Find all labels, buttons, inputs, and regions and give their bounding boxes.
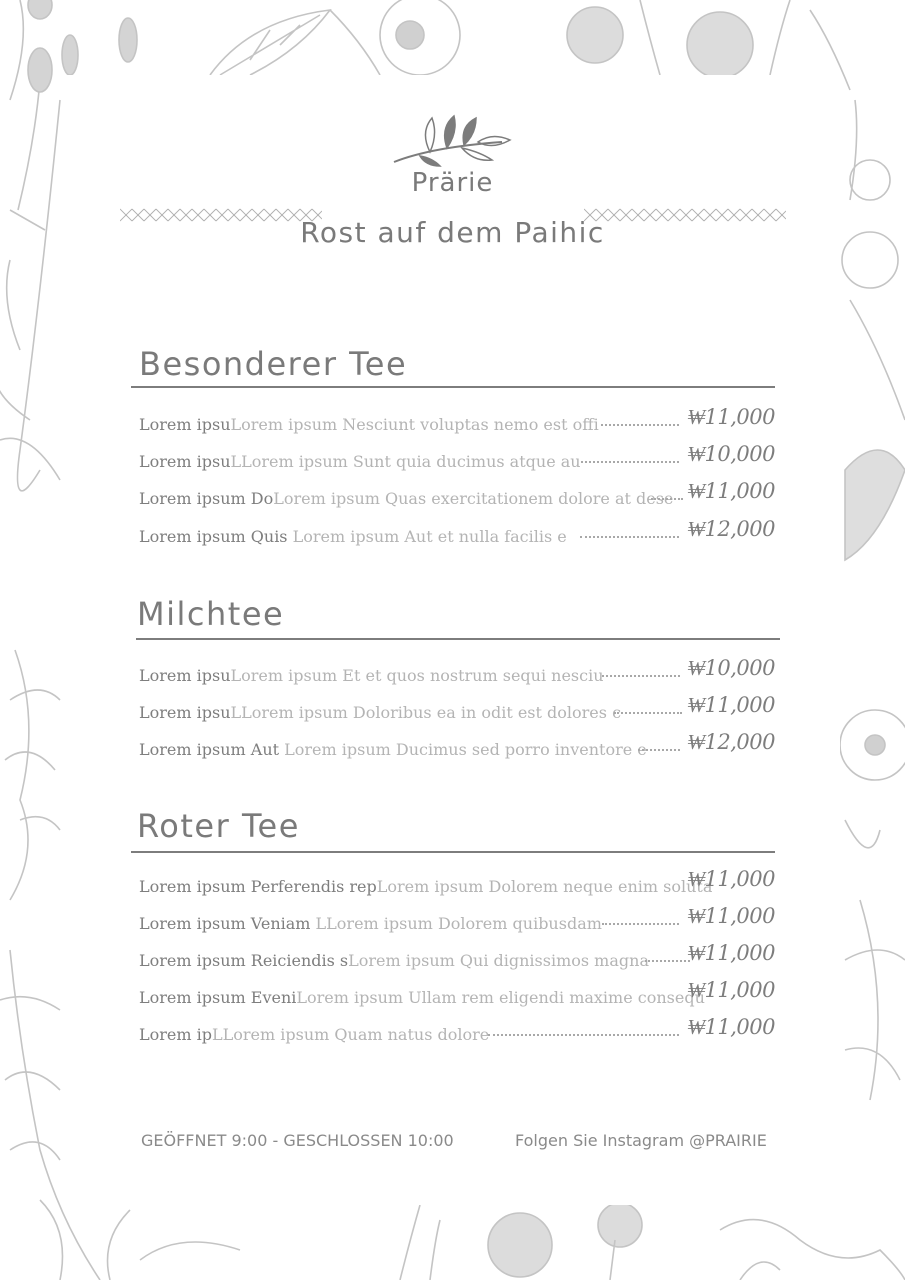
menu-item (139, 978, 779, 1014)
dot-leader (645, 960, 690, 962)
section-title-besonderer-tee: Besonderer Tee (139, 345, 408, 383)
item-name: Lorem ipsum Aut (139, 740, 285, 759)
section-title-milchtee: Milchtee (137, 595, 285, 633)
item-name: Lorem ipsum Perferendis rep (139, 877, 377, 896)
brand-name: Prärie (411, 168, 494, 198)
item-description: Lorem ipsum Nesciunt voluptas nemo est offi (230, 415, 599, 434)
item-price: ₩11,000 (687, 405, 775, 429)
menu-item (139, 405, 779, 441)
dot-leader (602, 923, 679, 925)
opening-hours: GEÖFFNET 9:00 - GESCHLOSSEN 10:00 (141, 1131, 454, 1150)
menu-item (139, 730, 779, 766)
item-price: ₩11,000 (687, 479, 775, 503)
item-description: Lorem ipsum Qui dignissimos magna (348, 951, 649, 970)
item-description: Lorem ipsum Quas exercitationem dolore at dese (273, 489, 674, 508)
section-divider (136, 638, 780, 640)
item-price: ₩11,000 (687, 693, 775, 717)
dot-leader (651, 498, 683, 500)
item-name: Lorem ipsu (139, 703, 231, 722)
item-name: Lorem ipsu (139, 452, 231, 471)
item-name: Lorem ipsum Do (139, 489, 274, 508)
dot-leader (581, 461, 679, 463)
dot-leader (638, 749, 680, 751)
section-title-roter-tee: Roter Tee (137, 807, 300, 845)
menu-item (139, 941, 779, 977)
item-name: Lorem ip (139, 1025, 212, 1044)
item-name: Lorem ipsu (139, 415, 231, 434)
menu-item (139, 867, 779, 903)
instagram-handle: Folgen Sie Instagram @PRAIRIE (515, 1131, 767, 1150)
dot-leader (602, 675, 680, 677)
item-price: ₩11,000 (687, 904, 775, 928)
menu-item (139, 656, 779, 692)
item-price: ₩11,000 (687, 978, 775, 1002)
item-description: LLorem ipsum Doloribus ea in odit est dolores c (230, 703, 622, 722)
item-name: Lorem ipsu (139, 666, 231, 685)
item-name: Lorem ipsum Quis (139, 527, 293, 546)
item-description: LLorem ipsum Dolorem quibusdam (315, 914, 602, 933)
item-price: ₩11,000 (687, 1015, 775, 1039)
item-description: Lorem ipsum Dolorem neque enim soluta (376, 877, 713, 896)
item-description: LLorem ipsum Quam natus dolore (212, 1025, 490, 1044)
item-description: Lorem ipsum Aut et nulla facilis e (292, 527, 567, 546)
dot-leader (601, 424, 679, 426)
dot-leader (488, 1034, 679, 1036)
menu-item (139, 693, 779, 729)
item-description: Lorem ipsum Et et quos nostrum sequi nesciu (230, 666, 604, 685)
dot-leader (614, 712, 682, 714)
section-divider (131, 851, 775, 853)
item-price: ₩11,000 (687, 867, 775, 891)
item-price: ₩12,000 (687, 730, 775, 754)
leaf-branch-icon (392, 112, 512, 167)
item-price: ₩10,000 (687, 656, 775, 680)
item-name: Lorem ipsum Veniam (139, 914, 316, 933)
item-name: Lorem ipsum Reiciendis s (139, 951, 349, 970)
menu-item (139, 442, 779, 478)
item-description: LLorem ipsum Sunt quia ducimus atque au (230, 452, 581, 471)
dot-leader (580, 536, 679, 538)
menu-item (139, 1015, 779, 1051)
item-description: Lorem ipsum Ducimus sed porro inventore e (284, 740, 647, 759)
item-price: ₩12,000 (687, 517, 775, 541)
item-description: Lorem ipsum Ullam rem eligendi maxime consequ (296, 988, 705, 1007)
section-divider (131, 386, 775, 388)
menu-item (139, 517, 779, 553)
menu-item (139, 479, 779, 515)
item-name: Lorem ipsum Eveni (139, 988, 297, 1007)
item-price: ₩10,000 (687, 442, 775, 466)
menu-subtitle: Rost auf dem Paihic (300, 216, 605, 249)
menu-item (139, 904, 779, 940)
item-price: ₩11,000 (687, 941, 775, 965)
